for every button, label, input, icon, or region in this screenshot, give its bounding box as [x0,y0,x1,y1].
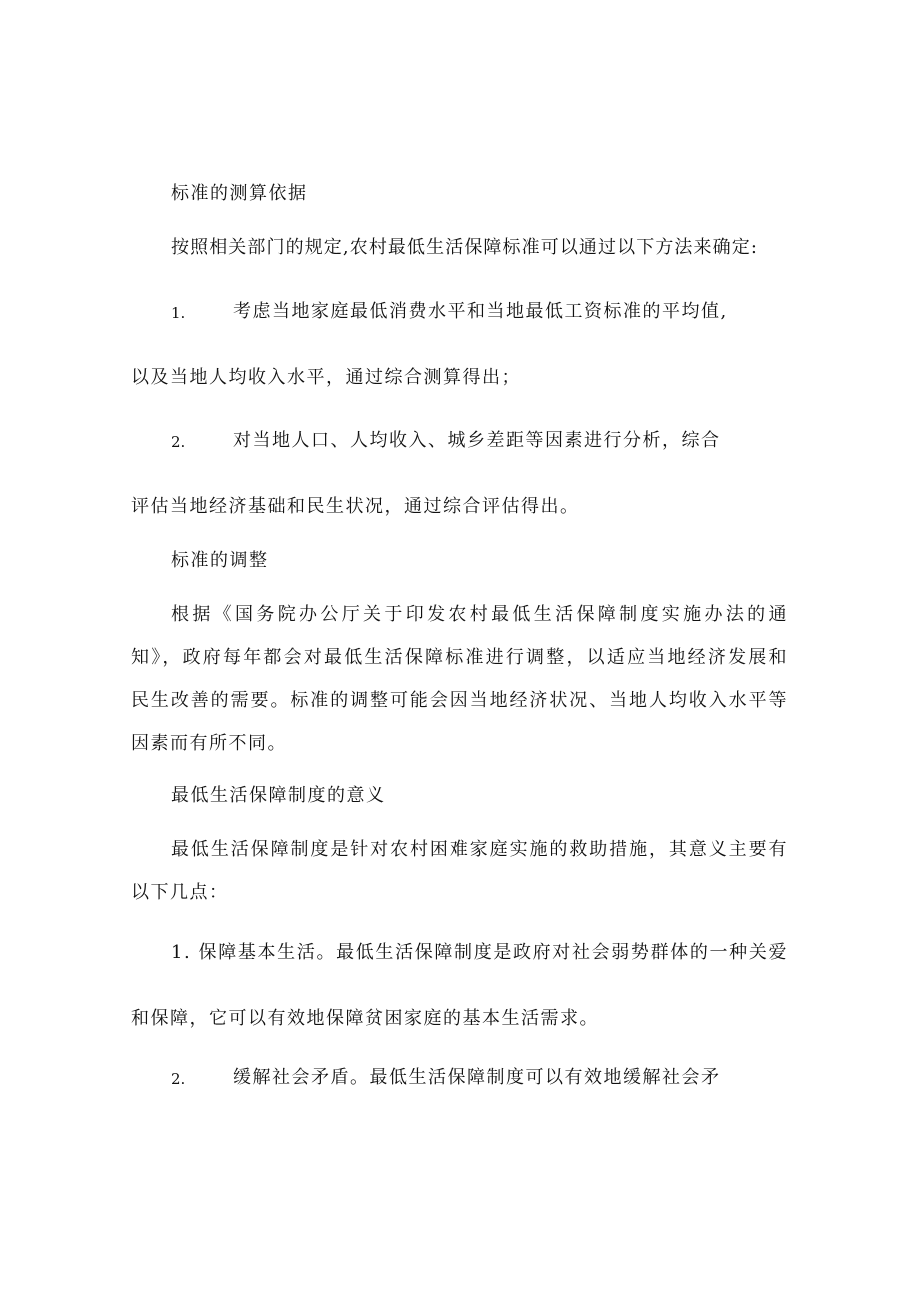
list-number: 2. [171,1070,186,1088]
paragraph-line: 按照相关部门的规定,农村最低生活保障标准可以通过以下方法来确定: [171,237,758,258]
paragraph-line: 知》，政府每年都会对最低生活保障标准进行调整，以适应当地经济发展和 [131,647,788,668]
section-heading: 标准的测算依据 [171,183,308,204]
list-item-text: 缓解社会矛盾。最低生活保障制度可以有效地缓解社会矛 [233,1067,721,1088]
paragraph-line: 根据《国务院办公厅关于印发农村最低生活保障制度实施办法的通 [171,604,788,625]
list-item-text: 评估当地经济基础和民生状况，通过综合评估得出。 [131,496,580,517]
paragraph-line: 因素而有所不同。 [131,733,287,754]
list-item-text: 对当地人口、人均收入、城乡差距等因素进行分析，综合 [233,430,721,451]
paragraph-line: 最低生活保障制度是针对农村困难家庭实施的救助措施，其意义主要有 [171,839,788,860]
paragraph-line: 民生改善的需要。标准的调整可能会因当地经济状况、当地人均收入水平等 [131,690,788,711]
paragraph-line: 以下几点： [131,882,229,903]
list-item-text: 1. 保障基本生活。最低生活保障制度是政府对社会弱势群体的一种关爱 [171,942,788,963]
section-heading: 最低生活保障制度的意义 [171,785,386,806]
list-item-text: 考虑当地家庭最低消费水平和当地最低工资标准的平均值, [233,301,728,322]
list-item-text: 和保障，它可以有效地保障贫困家庭的基本生活需求。 [131,1008,599,1029]
section-heading: 标准的调整 [171,550,269,571]
list-item-text: 以及当地人均收入水平，通过综合测算得出； [131,367,521,388]
list-number: 2. [171,433,186,451]
list-number: 1. [171,304,186,322]
